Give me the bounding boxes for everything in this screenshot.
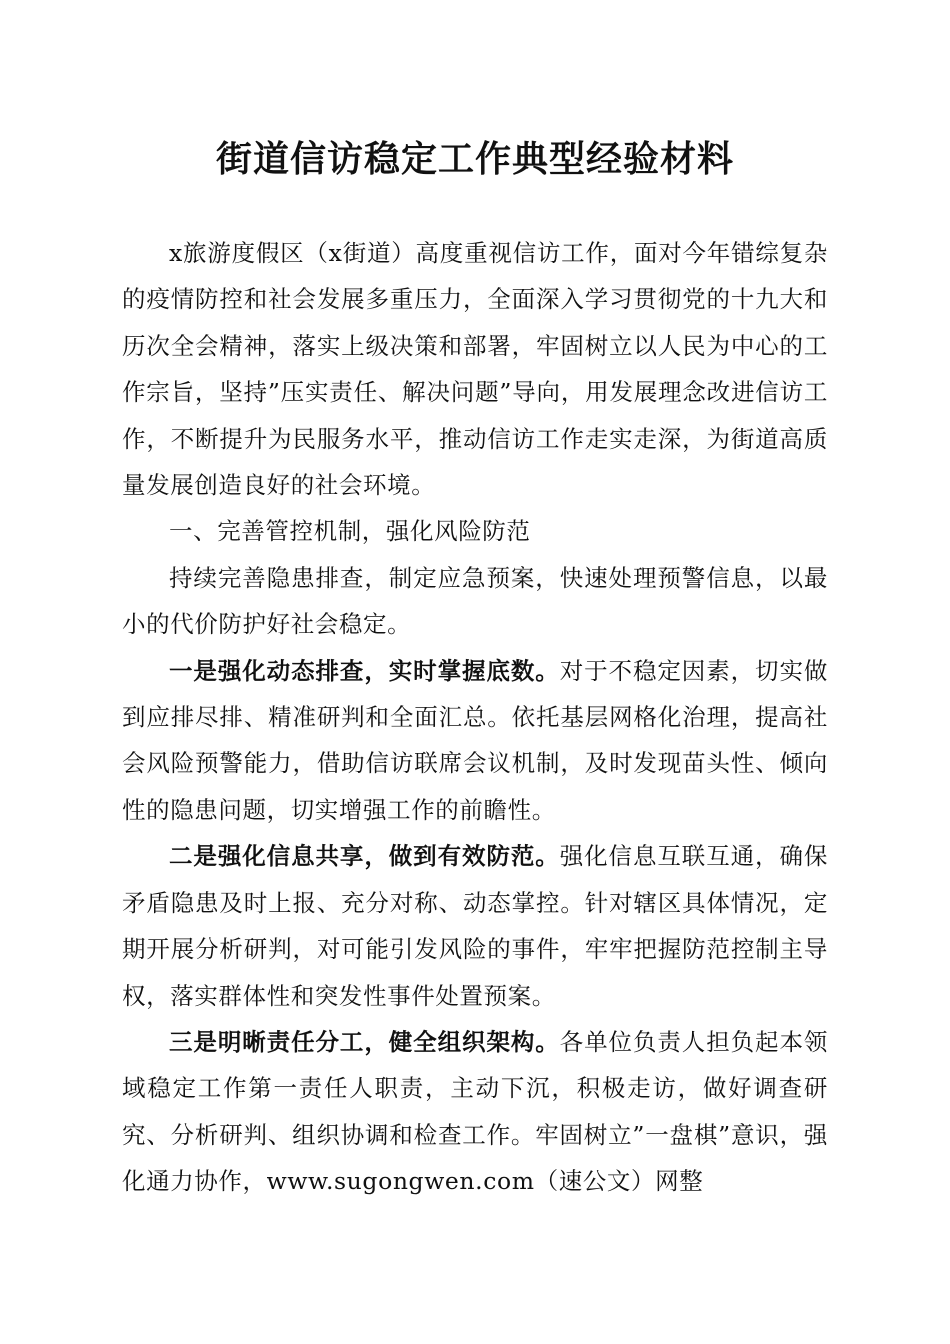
item-paragraph-2 xyxy=(122,833,828,1019)
item-lead-2: 二是强化信息共享，做到有效防范。 xyxy=(169,842,560,871)
document-body xyxy=(122,230,828,1205)
item-text-3: 各单位负责人担负起本领域稳定工作第一责任人职责，主动下沉，积极走访，做好调查研究、分析研判、组织协调和检查工作。牢固树立”一盘棋”意识，强化通力协作，www.sugongwen.com（速公文）网整 xyxy=(122,1027,828,1196)
item-paragraph-1 xyxy=(122,648,828,834)
section-summary: 持续完善隐患排查，制定应急预案，快速处理预警信息，以最小的代价防护好社会稳定。 xyxy=(122,563,828,639)
item-text-2: 强化信息互联互通，确保矛盾隐患及时上报、充分对称、动态掌控。针对辖区具体情况，定期开展分析研判，对可能引发风险的事件，牢牢把握防范控制主导权，落实群体性和突发性事件处置预案。 xyxy=(122,842,828,1010)
item-lead-1: 一是强化动态排查，实时掌握底数。 xyxy=(169,656,560,685)
document-title: 街道信访稳定工作典型经验材料 xyxy=(215,138,734,180)
item-text-1: 对于不稳定因素，切实做到应排尽排、精准研判和全面汇总。依托基层网格化治理，提高社会风险预警能力，借助信访联席会议机制，及时发现苗头性、倾向性的隐患问题，切实增强工作的前瞻性。 xyxy=(122,656,828,824)
item-lead-3: 三是明晰责任分工，健全组织架构。 xyxy=(169,1027,560,1056)
section-heading: 一、完善管控机制，强化风险防范 xyxy=(169,517,531,546)
intro-paragraph: x旅游度假区（x街道）高度重视信访工作，面对今年错综复杂的疫情防控和社会发展多重压力，全面深入学习贯彻党的十九大和历次全会精神，落实上级决策和部署，牢固树立以人民为中心的工作宗旨，坚持”压实责任、解决问题”导向，用发展理念改进信访工作，不断提升为民服务水平，推动信访工作走实走深，为街道高质量发展创造良好的社会环境。 xyxy=(122,239,828,500)
item-paragraph-3 xyxy=(122,1019,828,1205)
